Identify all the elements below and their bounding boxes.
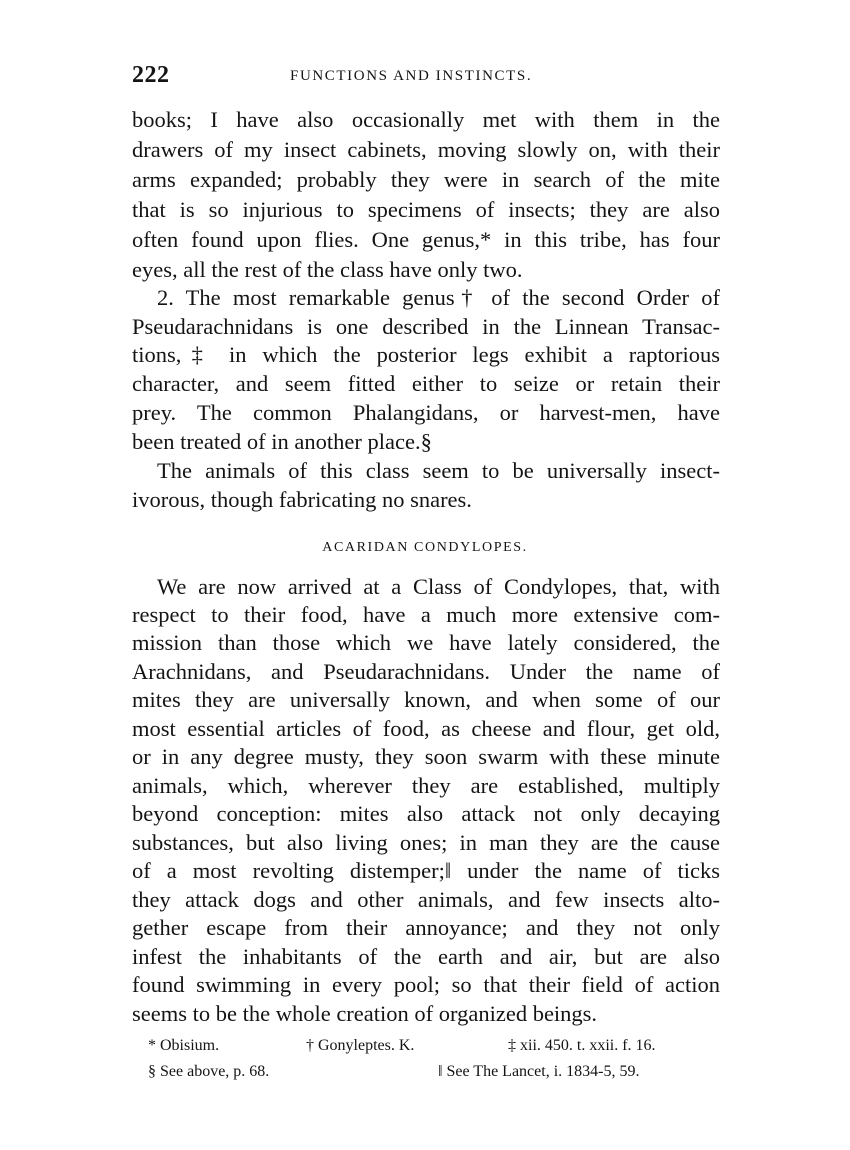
text-line: mites they are universally known, and when some of our	[132, 687, 720, 712]
text-line: The animals of this class seem to be universally insect-	[157, 458, 720, 483]
text-line: We are now arrived at a Class of Condylopes, that, with	[157, 574, 720, 599]
text-line: respect to their food, have a much more extensive com-	[132, 602, 720, 627]
text-line: often found upon flies. One genus,* in this tribe, has four	[132, 227, 720, 252]
text-line: infest the inhabitants of the earth and air, but are also	[132, 944, 720, 969]
text-line: animals, which, wherever they are established, multiply	[132, 773, 720, 798]
text-line: drawers of my insect cabinets, moving slowly on, with their	[132, 137, 720, 162]
text-line: Pseudarachnidans is one described in the Linnean Transac-	[132, 314, 720, 339]
text-line: arms expanded; probably they were in search of the mite	[132, 167, 720, 192]
text-line: mission than those which we have lately considered, the	[132, 630, 720, 655]
text-line: eyes, all the rest of the class have only two.	[132, 257, 523, 282]
section-heading: ACARIDAN CONDYLOPES.	[322, 540, 528, 555]
text-line: found swimming in every pool; so that their field of action	[132, 972, 720, 997]
footnote-dagger: † Gonyleptes. K.	[306, 1037, 415, 1054]
text-line: tions,‡ in which the posterior legs exhibit a raptorious	[132, 342, 720, 367]
text-line: prey. The common Phalangidans, or harvest-men, have	[132, 400, 720, 425]
running-head: FUNCTIONS AND INSTINCTS.	[290, 68, 533, 84]
text-line: that is so injurious to specimens of insects; they are also	[132, 197, 720, 222]
text-line: been treated of in another place.§	[132, 429, 432, 454]
text-line: 2. The most remarkable genus† of the second Order of	[157, 285, 720, 310]
page-number: 222	[132, 62, 170, 88]
text-line: gether escape from their annoyance; and they not only	[132, 915, 720, 940]
text-line: most essential articles of food, as cheese and flour, get old,	[132, 716, 720, 741]
text-line: or in any degree musty, they soon swarm with these minute	[132, 744, 720, 769]
text-line: Arachnidans, and Pseudarachnidans. Under the name of	[132, 659, 720, 684]
text-line: they attack dogs and other animals, and few insects alto-	[132, 887, 720, 912]
text-line: character, and seem fitted either to seize or retain their	[132, 371, 720, 396]
text-line: seems to be the whole creation of organized beings.	[132, 1001, 598, 1026]
text-line: of a most revolting distemper;‖ under the name of ticks	[132, 858, 720, 883]
text-line: books; I have also occasionally met with them in the	[132, 107, 720, 132]
footnote-star: * Obisium.	[148, 1037, 220, 1054]
text-line: substances, but also living ones; in man they are the cause	[132, 830, 720, 855]
footnote-parallel: ‖ See The Lancet, i. 1834-5, 59.	[438, 1063, 640, 1080]
text-line: beyond conception: mites also attack not only decaying	[132, 801, 720, 826]
footnote-section: § See above, p. 68.	[148, 1063, 270, 1080]
footnote-double-dagger: ‡ xii. 450. t. xxii. f. 16.	[508, 1037, 656, 1054]
text-line: ivorous, though fabricating no snares.	[132, 487, 472, 512]
page-header	[132, 62, 722, 90]
